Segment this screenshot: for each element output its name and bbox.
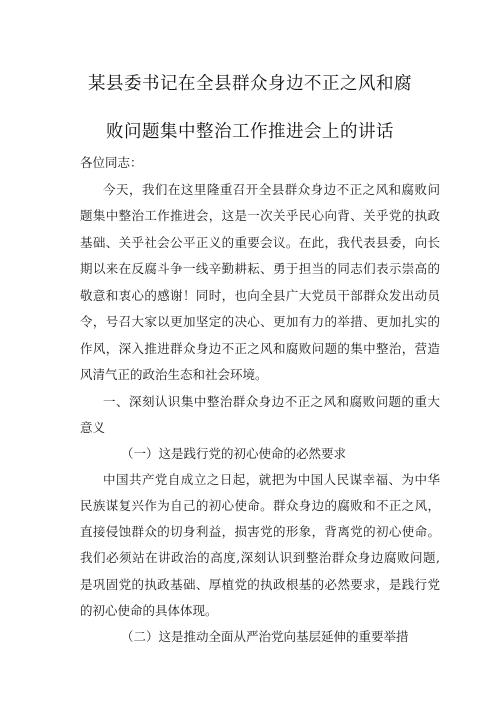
paragraph-1-line-7: 作风，深入推进群众身边不正之风和腐败问题的集中整治，营造 (80, 341, 440, 356)
section-heading-1-line-1: 一、深刻认识集中整治群众身边不正之风和腐败问题的重大 (103, 394, 440, 409)
salutation: 各位同志： (80, 155, 143, 170)
paragraph-1-line-1: 今天，我们在这里隆重召开全县群众身边不正之风和腐败问 (103, 182, 440, 197)
paragraph-1-line-5: 敬意和衷心的感谢！同时，也向全县广大党员干部群众发出动员 (80, 288, 440, 303)
paragraph-1-line-2: 题集中整治工作推进会，这是一次关乎民心向背、关乎党的执政 (80, 208, 440, 223)
paragraph-2-line-5: 是巩固党的执政基础、厚植党的执政根基的必然要求，是践行党 (80, 577, 440, 592)
subheading-1: （一）这是践行党的初心使命的必然要求 (121, 446, 347, 461)
document-title-line-1: 某县委书记在全县群众身边不正之风和腐 (88, 74, 412, 94)
paragraph-2-line-1: 中国共产党自成立之日起，就把为中国人民谋幸福、为中华 (103, 472, 440, 487)
subheading-2: （二）这是推动全面从严治党向基层延伸的重要举措 (121, 629, 409, 644)
paragraph-2-line-3: 直接侵蚀群众的切身利益，损害党的形象，背离党的初心使命。 (80, 524, 440, 539)
paragraph-2-line-4: 我们必须站在讲政治的高度,深刻认识到整治群众身边腐败问题, (80, 550, 440, 565)
paragraph-2-line-2: 民族谋复兴作为自己的初心使命。群众身边的腐败和不正之风， (80, 498, 440, 513)
section-heading-1-line-2: 意义 (80, 420, 106, 435)
paragraph-2-line-6: 的初心使命的具体体现。 (80, 603, 218, 618)
paragraph-1-line-3: 基础、关乎社会公平正义的重要会议。在此，我代表县委，向长 (80, 235, 440, 250)
paragraph-1-line-8: 风清气正的政治生态和社会环境。 (80, 367, 268, 382)
document-title-line-2: 败问题集中整治工作推进会上的讲话 (106, 122, 394, 142)
paragraph-1-line-4: 期以来在反腐斗争一线辛勤耕耘、勇于担当的同志们表示崇高的 (80, 261, 440, 276)
paragraph-1-line-6: 令，号召大家以更加坚定的决心、更加有力的举措、更加扎实的 (80, 314, 440, 329)
